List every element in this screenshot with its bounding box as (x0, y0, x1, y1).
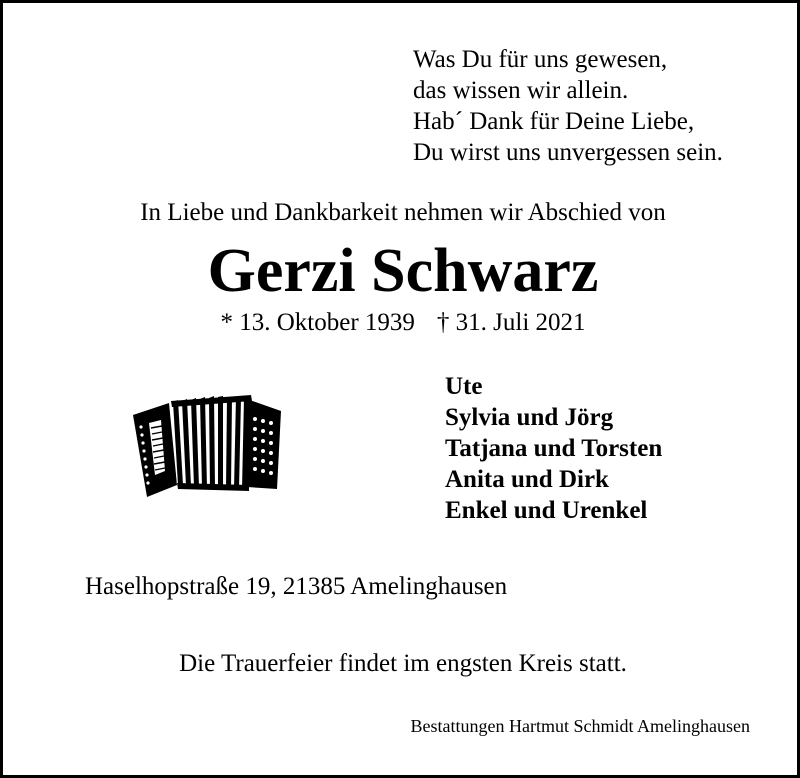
mourner-name: Tatjana und Torsten (445, 435, 663, 462)
farewell-intro: In Liebe und Dankbarkeit nehmen wir Abschied von (140, 199, 666, 226)
deceased-name: Gerzi Schwarz (207, 237, 599, 305)
mourner-name: Sylvia und Jörg (445, 404, 614, 431)
mourners-list (445, 371, 662, 526)
poem-line: Was Du für uns gewesen, (413, 46, 668, 73)
mourner-name: Enkel und Urenkel (445, 497, 648, 524)
poem-line: das wissen wir allein. (413, 77, 629, 104)
ceremony-note: Die Trauerfeier findet im engsten Kreis statt. (179, 650, 627, 677)
death-date: † 31. Juli 2021 (436, 309, 586, 336)
birth-date: * 13. Oktober 1939 (220, 309, 415, 336)
mourner-name: Ute (445, 373, 483, 400)
mourner-name: Anita und Dirk (445, 466, 609, 493)
poem-line: Hab´ Dank für Deine Liebe, (413, 108, 695, 135)
life-dates (3, 307, 800, 339)
accordion-icon (131, 393, 287, 499)
memorial-poem (413, 44, 723, 168)
undertaker-credit: Bestattungen Hartmut Schmidt Amelinghausen (410, 716, 750, 736)
poem-line: Du wirst uns unvergessen sein. (413, 139, 723, 166)
family-address: Haselhopstraße 19, 21385 Amelinghausen (85, 573, 508, 600)
